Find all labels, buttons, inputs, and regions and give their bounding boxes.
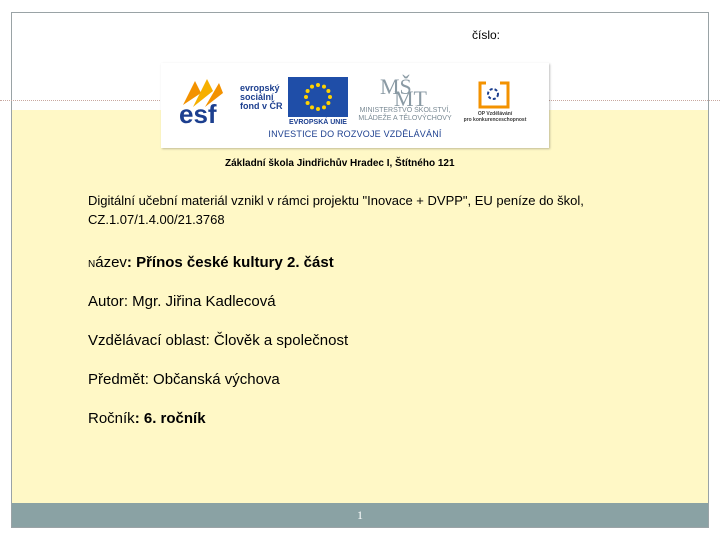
esf-line-1: evropský [240,83,280,93]
cislo-label: číslo: [472,28,501,42]
esf-line-2: sociální [240,92,274,102]
msmt-line-2: MLÁDEŽE A TĚLOVÝCHOVY [358,115,452,122]
nazev-label-rest: ázev [95,254,127,271]
nazev-value: : Přínos české kultury 2. část [126,254,334,271]
esf-logo-icon [179,77,237,125]
rocnik-label: Ročník [88,410,135,427]
op-logo-icon [474,77,516,111]
project-text: Digitální učební materiál vznikl v rámci projektu "Inovace + DVPP", EU peníze do škol, CZ.1.07/1.4.00/21.3768 [88,193,584,227]
nazev-label-initial: N [88,259,96,270]
op-line-1: OP Vzdělávání [477,111,513,117]
esf-text [240,84,283,111]
page-number: 1 [357,508,363,522]
esf-line-3: fond v ČR [240,101,283,111]
msmt-text [351,107,459,123]
svg-text:MT: MT [394,86,427,108]
field-oblast: Vzdělávací oblast: Člověk a společnost [88,332,349,349]
msmt-line-1: MINISTERSTVO ŠKOLSTVÍ, [359,107,451,114]
eu-flag-icon [288,77,348,117]
rocnik-value: : 6. ročník [134,410,206,427]
school-name: Základní škola Jindřichův Hradec I, Štítného 121 [225,158,455,169]
field-predmet: Předmět: Občanská výchova [88,371,280,388]
field-nazev [88,254,334,271]
banner-caption: INVESTICE DO ROZVOJE VZDĚLÁVÁNÍ [268,129,442,139]
op-text [459,111,531,123]
eu-label: EVROPSKÁ UNIE [289,119,347,126]
esf-wordmark: esf [179,99,217,125]
op-line-2: pro konkurenceschopnost [463,117,527,123]
msmt-logo-icon [380,74,432,108]
slide-footer [12,503,708,527]
field-rocnik [88,410,206,427]
logo-banner [161,63,549,148]
field-autor: Autor: Mgr. Jiřina Kadlecová [88,293,276,310]
svg-text:MŠ: MŠ [380,74,412,99]
